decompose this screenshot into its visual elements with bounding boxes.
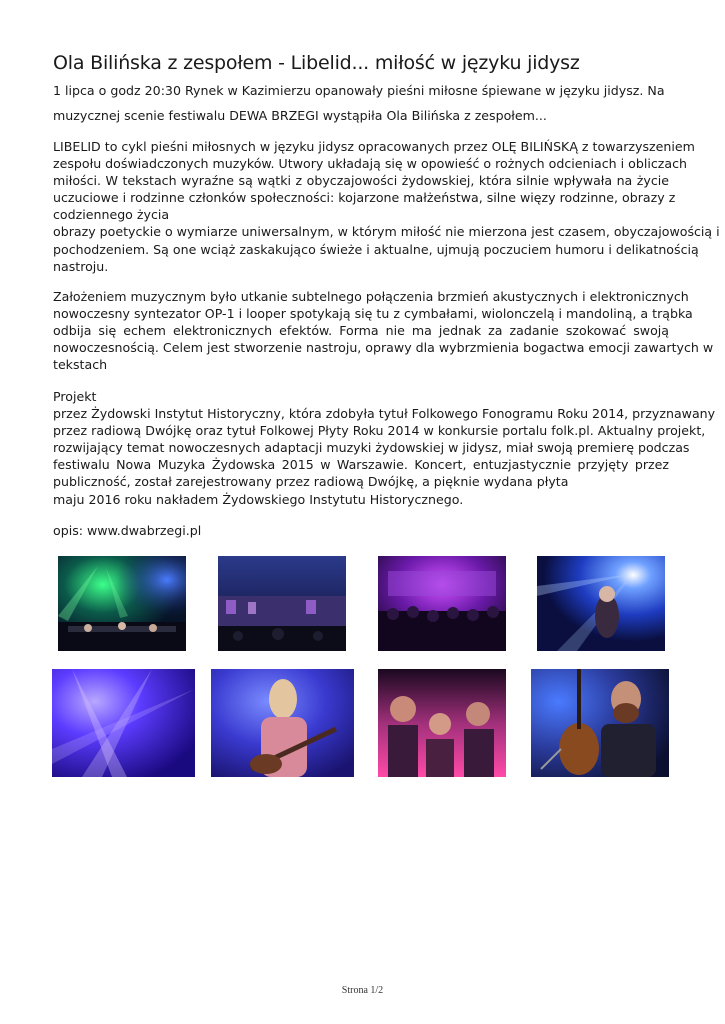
text-line: Założeniem muzycznym było utkanie subtelnego połączenia brzmień akustycznych i elektronicznych (53, 289, 689, 304)
concert-photo-mandolin-player (211, 669, 354, 777)
description-paragraph-1 (53, 138, 720, 275)
text-line: festiwalu Nowa Muzyka Żydowska 2015 w Warszawie. Koncert, entuzjastycznie przyjęty przez (53, 457, 669, 473)
concert-photo-cellist (531, 669, 669, 777)
source-link-text: opis: www.dwabrzegi.pl (53, 523, 202, 538)
text-line: 1 lipca o godz 20:30 Rynek w Kazimierzu opanowały pieśni miłosne śpiewane w języku jidysz. Na (53, 83, 665, 98)
text-line: maju 2016 roku nakładem Żydowskiego Instytutu Historycznego. (53, 491, 464, 507)
concert-photo-singer-blue (537, 556, 665, 651)
concert-photo-lights-violet (52, 669, 195, 777)
text-line: muzycznej scenie festiwalu DEWA BRZEGI wystąpiła Ola Bilińska z zespołem... (53, 108, 547, 124)
description-paragraph-3 (53, 388, 716, 508)
description-paragraph-2 (53, 288, 714, 373)
text-line: zespołu doświadczonych muzyków. Utwory układają się w opowieść o rożnych odcieniach i obliczach (53, 156, 688, 172)
text-line: publiczność, został zarejestrowany przez radiową Dwójkę, a pięknie wydana płyta (53, 474, 569, 490)
text-line: nowoczesnością. Celem jest stworzenie nastroju, oprawy dla wybrzmienia bogactwa emocji zawartych w (53, 340, 714, 356)
text-line: nowoczesny syntezator OP-1 i looper spotykają się tu z cymbałami, wiolonczelą i mandoliną, a trąbka (53, 306, 693, 322)
text-line: nastroju. (53, 258, 109, 274)
text-line: obrazy poetyckie o wymiarze uniwersalnym, w którym miłość nie mierzona jest czasem, obyczajowością i (53, 224, 720, 240)
concert-photo-square-night (218, 556, 346, 651)
text-line: przez radiową Dwójkę oraz tytuł Folkowej Płyty Roku 2014 w konkursie portalu folk.pl. Aktualny projekt, (53, 423, 706, 439)
source-line (53, 522, 669, 539)
text-line: uczuciowe i rodzinne członków społeczności: kojarzone małżeństwa, silne więzy rodzinne, obrazy z (53, 190, 676, 206)
concert-photo-stage-green (58, 556, 186, 651)
concert-photo-crowd-purple (378, 556, 506, 651)
page-title: Ola Bilińska z zespołem - Libelid... miłość w języku jidysz (53, 52, 580, 74)
text-line: przez Żydowski Instytut Historyczny, która zdobyła tytuł Folkowego Fonogramu Roku 2014, przyznawany (53, 406, 716, 422)
page-number: Strona 1/2 (341, 985, 384, 996)
concert-photo-audience-pink (378, 669, 506, 777)
text-line: rozwijający temat nowoczesnych adaptacji muzyki żydowskiej w jidysz, miał swoją premierę podczas (53, 440, 690, 456)
text-line: Projekt (53, 389, 97, 404)
text-line: LIBELID to cykl pieśni miłosnych w języku jidysz opracowanych przez OLĘ BILIŃSKĄ z towarzyszeniem (53, 139, 695, 154)
intro-paragraph (53, 82, 669, 124)
text-line: odbija się echem elektronicznych efektów. Forma nie ma jednak za zadanie szokować swoją (53, 323, 669, 339)
text-line: tekstach (53, 357, 108, 373)
text-line: miłości. W tekstach wyraźne są wątki z obyczajowości żydowskiej, która silnie wpływała na życie (53, 173, 669, 189)
text-line: codziennego życia (53, 207, 170, 223)
text-line: pochodzeniem. Są one wciąż zaskakująco świeże i aktualne, ujmują poczuciem humoru i delikatnością (53, 241, 699, 257)
